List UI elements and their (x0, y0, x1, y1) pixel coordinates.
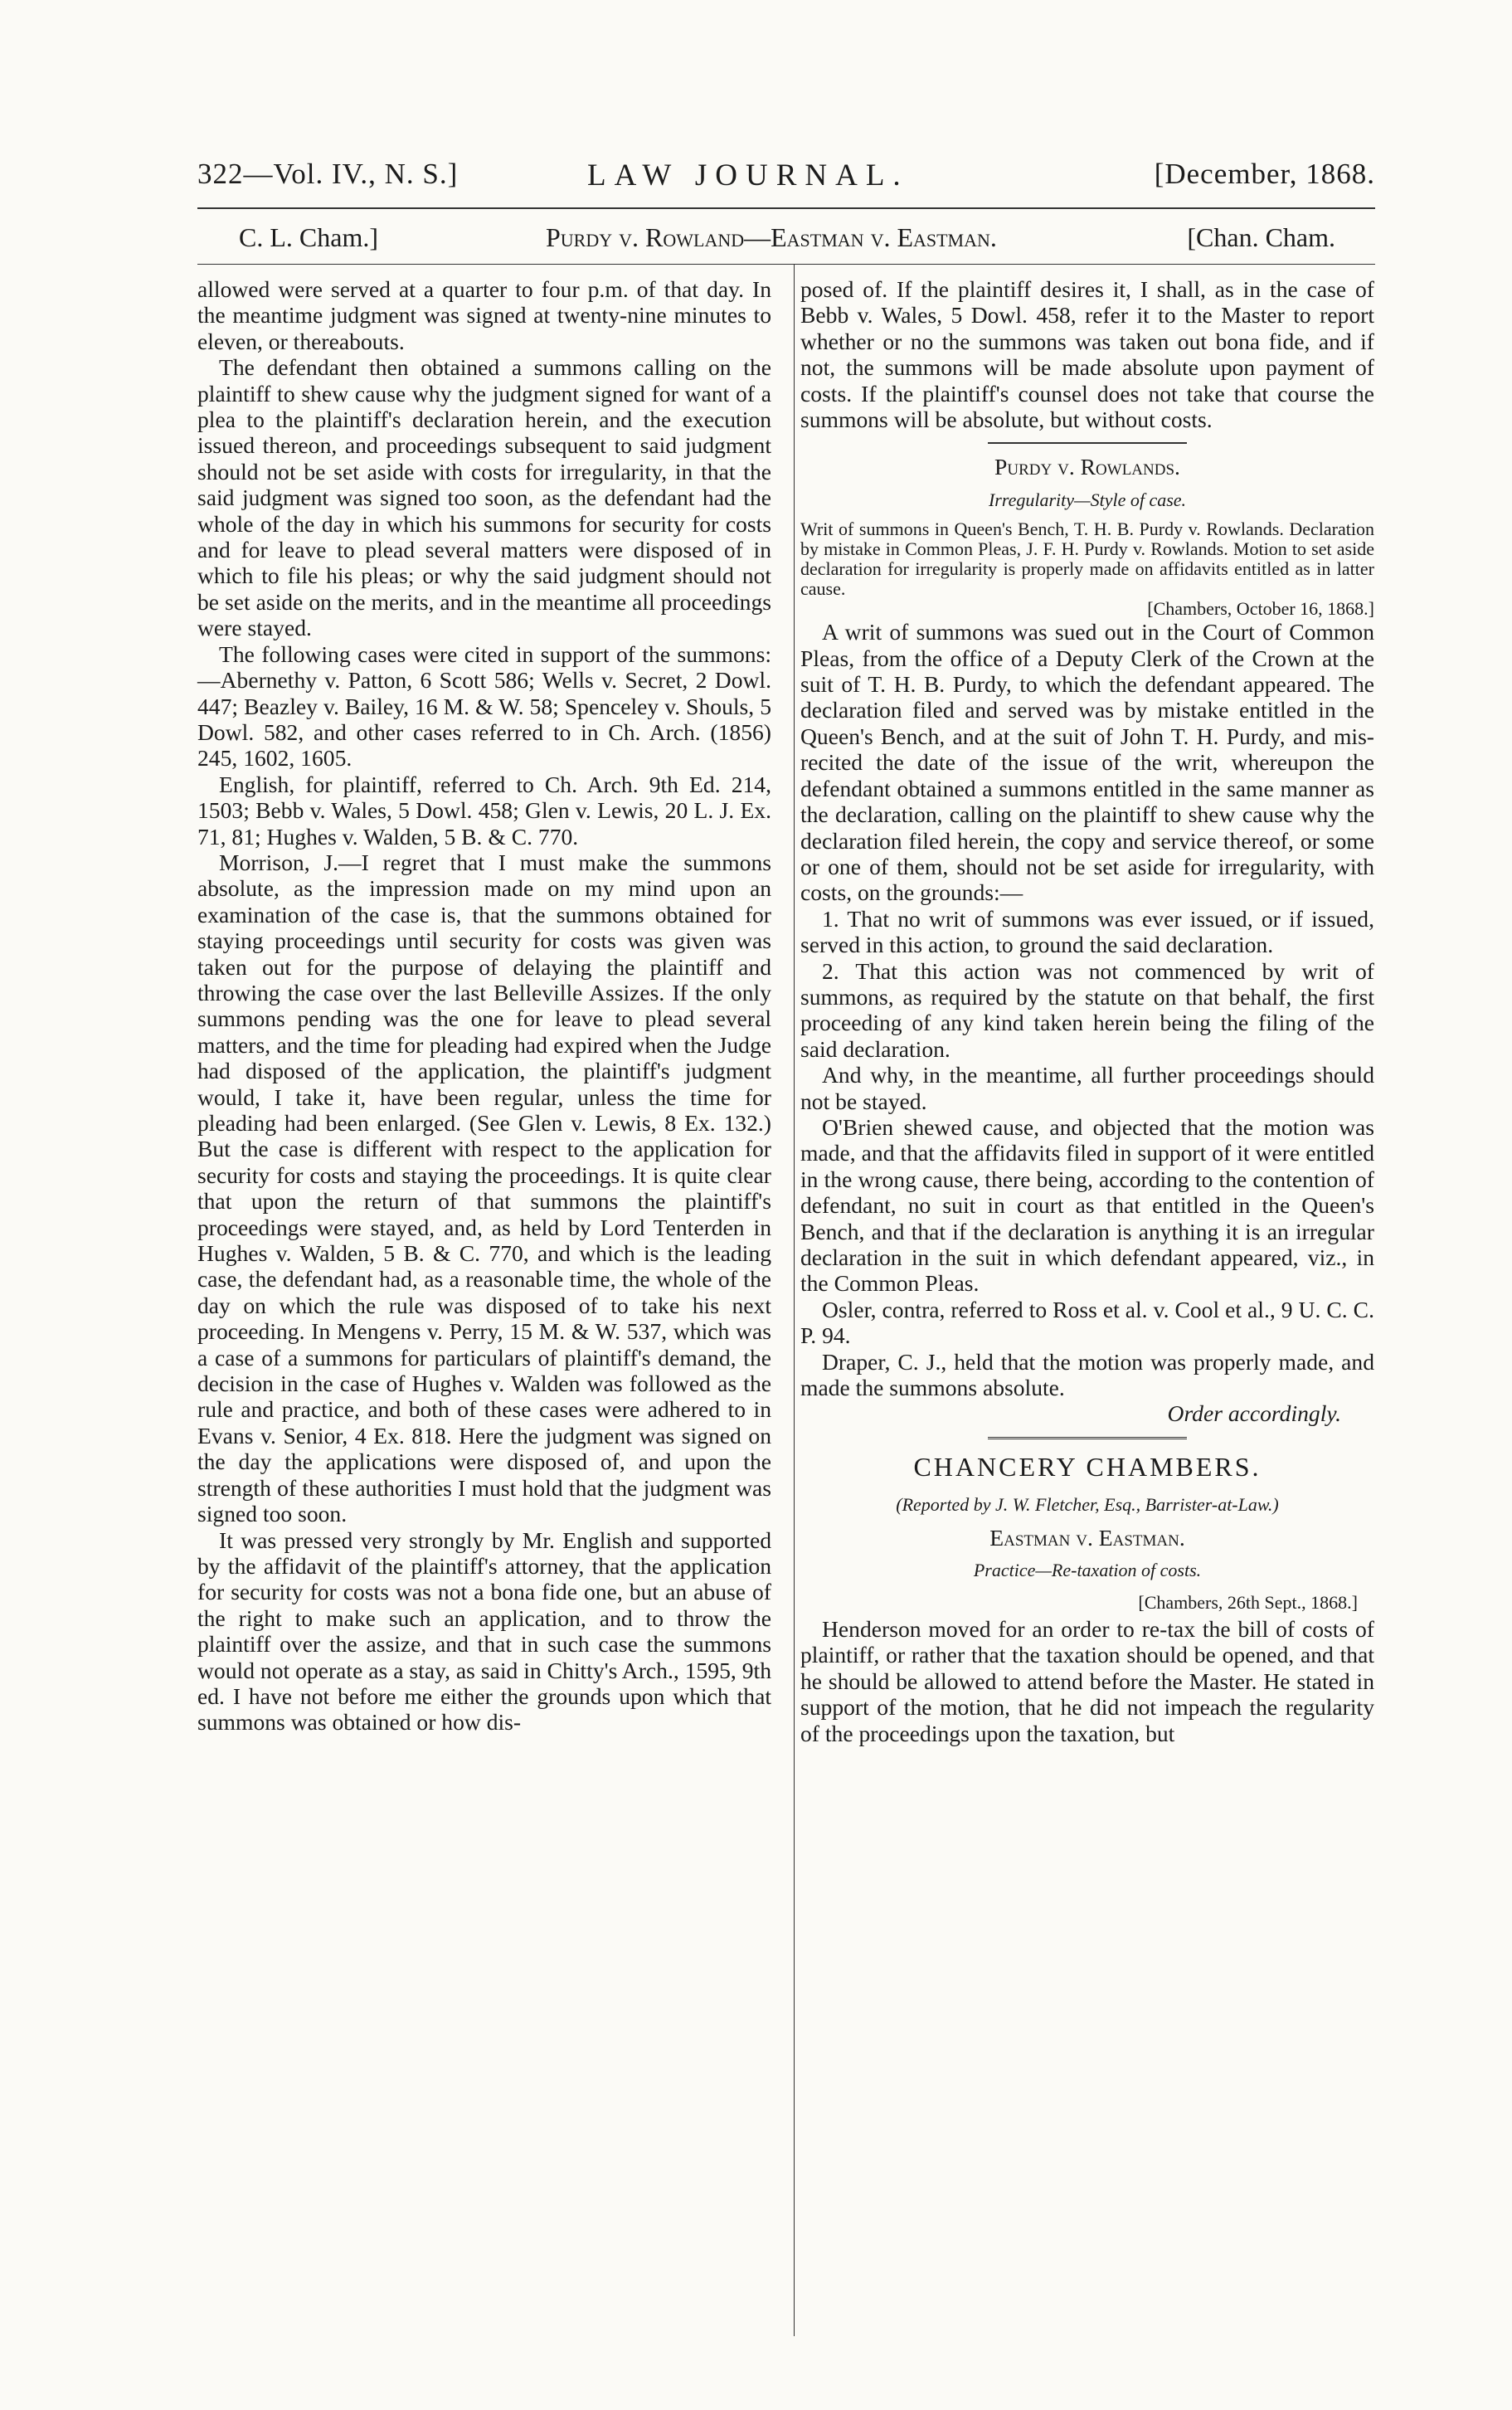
headnote-text: Writ of summons in Queen's Bench, T. H. B. Purdy v. Rowlands. Declaration by mistake in Common Pleas, J. F. H. Purdy v. Rowlands. Motion to set aside declaration for irregularity is properly made on affidavits entitled as in latter cause. (800, 519, 1374, 600)
court-right: [Chan. Cham. (1187, 222, 1335, 252)
case-title: Eastman v. Eastman. (989, 1524, 1185, 1551)
case-names: Purdy v. Rowland—Eastman v. Eastman. (546, 222, 997, 252)
right-column (800, 276, 1374, 1746)
paragraph: It was pressed very strongly by Mr. English and supported by the affidavit of the plaintiff's attorney, that the application for security for costs was not a bona fide one, but an abuse of the right to make such an application, and to throw the plaintiff over the assize, and that in such case the summons would not operate as a stay, as said in Chitty's Arch., 1595, 9th ed. I have not before me either the grounds upon which that summons was obtained or how dis- (197, 1526, 771, 1736)
case-subtitle: Irregularity—Style of case. (988, 489, 1187, 510)
paragraph: 2. That this action was not commenced by writ of summons, as required by the statute on that behalf, the first proceeding of any kind taken herein being the filing of the said declaration. (800, 957, 1374, 1062)
paragraph: The following cases were cited in support of the summons:—Abernethy v. Patton, 6 Scott 586; Wells v. Secret, 2 Dowl. 447; Beazley v. Bailey, 16 M. & W. 58; Spenceley v. Shouls, 5 Dowl. 582, and other cases referred to in Ch. Arch. (1856) 245, 1602, 1605. (197, 640, 771, 772)
order-line: Order accordingly. (1167, 1400, 1341, 1427)
case-subtitle: Practice—Re-taxation of costs. (973, 1560, 1202, 1581)
page-reference: 322—Vol. IV., N. S.] (197, 158, 459, 190)
running-head-rule (197, 264, 1375, 265)
paragraph: The defendant then obtained a summons calling on the plaintiff to shew cause why the judgment signed for want of a plea to the plaintiff's declaration herein, and the execution issued thereon, and proceedings subsequent to said judgment should not be set aside with costs for irregularity, in that the said judgment was signed too soon, as the defendant had the whole of the day in which his summons for security for costs and for leave to plead several matters were disposed of in which to file his pleas; or why the said judgment should not be set aside on the merits, and in the meantime all proceedings were stayed. (197, 354, 771, 641)
paragraph: 1. That no writ of summons was ever issued, or if issued, served in this action, to ground the said declaration. (800, 905, 1374, 958)
case-title: Purdy v. Rowlands. (994, 454, 1180, 480)
paragraph: Morrison, J.—I regret that I must make the summons absolute, as the impression made on my mind upon an examination of the case is, that the summons obtained for staying proceedings until security for costs was given was taken out for the purpose of delaying the plaintiff and throwing the case over the last Belleville Assizes. If the only summons pending was the one for leave to plead several matters, and the time for pleading had expired when the Judge had disposed of the application, the plaintiff's judgment would, I take it, have been regular, unless the time for pleading had been enlarged. (See Glen v. Lewis, 8 Ex. 132.) But the case is different with respect to the application for security for costs and staying the proceedings. It is quite clear that upon the return of that summons the plaintiff's proceedings were stayed, and, as held by Lord Tenterden in Hughes v. Walden, 5 B. & C. 770, and which is the leading case, the defendant had, as a reasonable time, the whole of the day on which the rule was disposed of to take his next proceeding. In Mengens v. Perry, 15 M. & W. 537, which was a case of a summons for particulars of plaintiff's demand, the decision in the case of Hughes v. Walden was followed as the rule and practice, and both of these cases were adhered to in Evans v. Senior, 4 Ex. 818. Here the judgment was signed on the day the applications were disposed of, and upon the strength of these authorities I must hold that the judgment was signed too soon. (197, 849, 771, 1527)
paragraph: English, for plaintiff, referred to Ch. Arch. 9th Ed. 214, 1503; Bebb v. Wales, 5 Dowl. 458; Glen v. Lewis, 20 L. J. Ex. 71, 81; Hughes v. Walden, 5 B. & C. 770. (197, 771, 771, 850)
section-divider (988, 442, 1187, 444)
paragraph: A writ of summons was sued out in the Court of Common Pleas, from the office of a Deputy Clerk of the Crown at the suit of T. H. B. Purdy, to which the defendant appeared. The declaration filed and served was by mistake entitled in the Queen's Bench, and at the suit of John T. H. Purdy, and mis-recited the date of the issue of the writ, whereupon the defendant obtained a summons entitled in the same manner as the declaration, calling on the plaintiff to shew cause why the declaration filed herein, the copy and service thereof, or some or one of them, should not be set aside for irregularity, with costs, on the grounds:— (800, 619, 1374, 906)
paragraph: posed of. If the plaintiff desires it, I shall, as in the case of Bebb v. Wales, 5 Dowl. 458, refer it to the Master to report whether or no the summons was taken out bona fide, and if not, the summons will be made absolute upon payment of costs. If the plaintiff's counsel does not take that course the summons will be absolute, but without costs. (800, 276, 1374, 433)
paragraph: Henderson moved for an order to re-tax the bill of costs of plaintiff, or rather that the taxation should be opened, and that he should be allowed to attend before the Master. He stated in support of the motion, that he did not impeach the regularity of the proceedings upon the taxation, but (800, 1615, 1374, 1746)
journal-title: LAW JOURNAL. (587, 158, 909, 192)
section-title: CHANCERY CHAMBERS. (913, 1451, 1262, 1482)
section-divider (988, 1437, 1187, 1439)
paragraph: allowed were served at a quarter to four p.m. of that day. In the meantime judgment was signed at twenty-nine minutes to eleven, or thereabouts. (197, 276, 771, 354)
header-rule (197, 207, 1375, 209)
case-date: [Chambers, 26th Sept., 1868.] (1138, 1592, 1358, 1614)
column-divider (794, 264, 795, 2336)
paragraph: Draper, C. J., held that the motion was properly made, and made the summons absolute. (800, 1348, 1374, 1401)
left-column (197, 276, 771, 1736)
paragraph: O'Brien shewed cause, and objected that the motion was made, and that the affidavits filed in support of it were entitled in the wrong cause, there being, according to the contention of defendant, no suit in court as that entitled in the Queen's Bench, and that if the declaration is anything it is an irregular declaration in the suit in which defendant appeared, viz., in the Common Pleas. (800, 1113, 1374, 1297)
headnote (800, 519, 1374, 619)
paragraph: And why, in the meantime, all further proceedings should not be stayed. (800, 1062, 1374, 1114)
issue-date: [December, 1868. (1154, 158, 1375, 190)
reporter-line: (Reported by J. W. Fletcher, Esq., Barrister-at-Law.) (896, 1494, 1279, 1516)
paragraph: Osler, contra, referred to Ross et al. v. Cool et al., 9 U. C. C. P. 94. (800, 1296, 1374, 1349)
court-left: C. L. Cham.] (239, 222, 378, 252)
case-date: [Chambers, October 16, 1868.] (1147, 598, 1374, 620)
